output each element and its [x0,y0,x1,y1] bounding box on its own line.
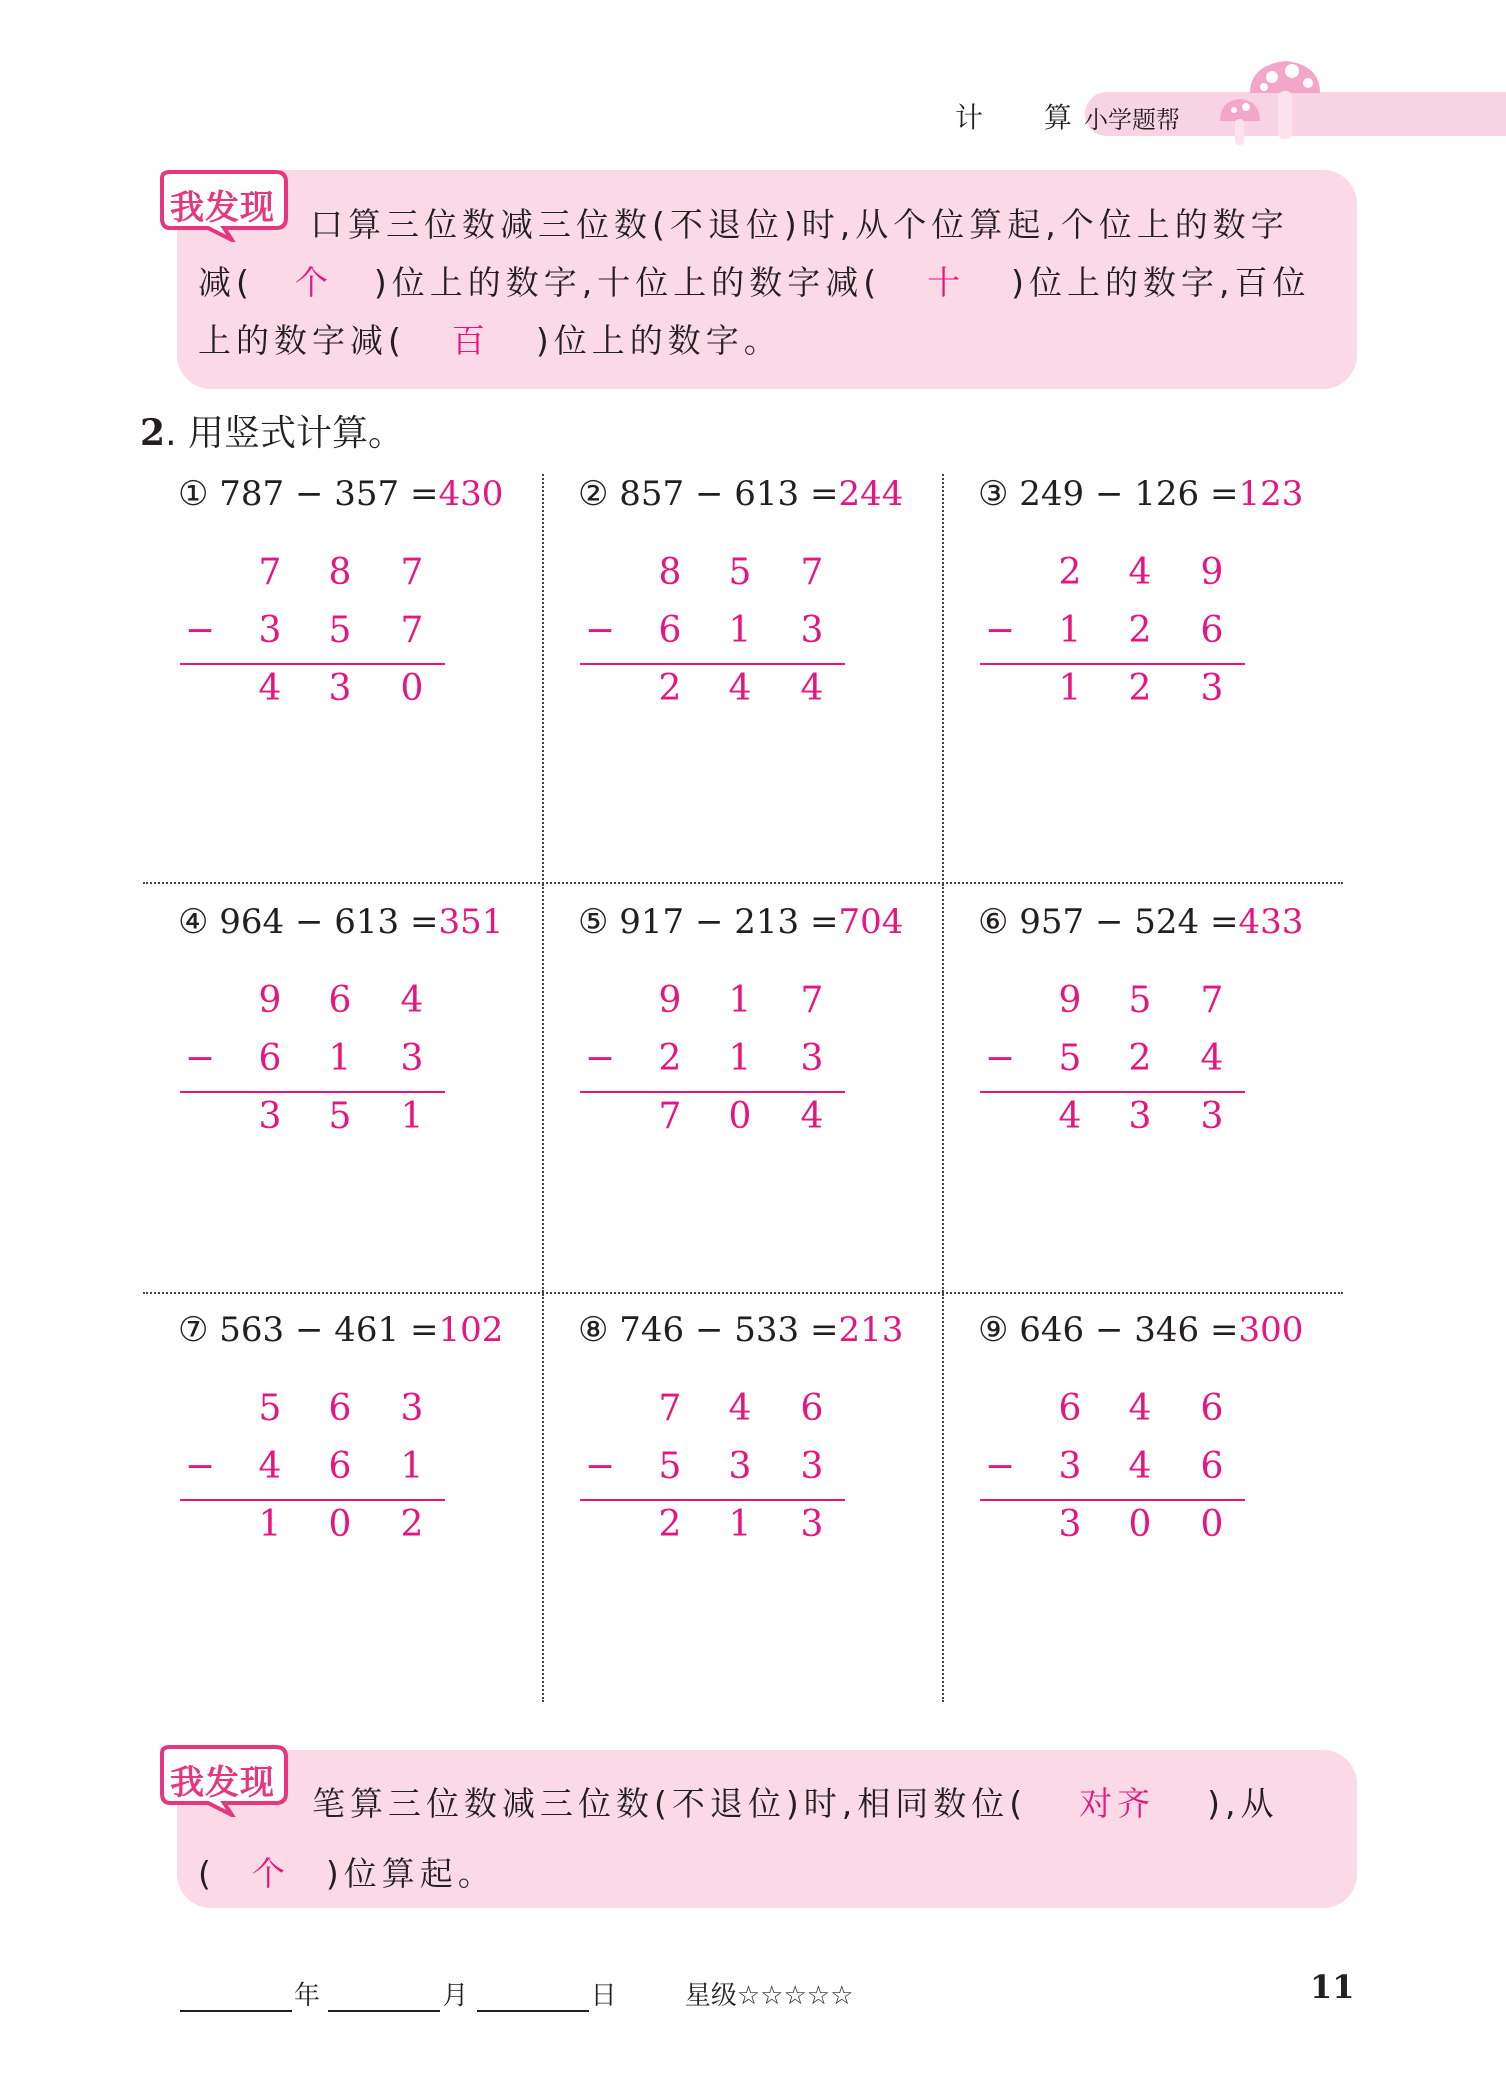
digit: 3 [1200,1096,1224,1137]
digit: 7 [800,552,824,593]
digit: 5 [658,1446,682,1487]
digit: 3 [800,610,824,651]
minus-sign: − [984,610,1016,651]
digit: 4 [728,1388,752,1429]
digit: 2 [1058,552,1082,593]
digit: 6 [1200,1388,1224,1429]
digit: 6 [800,1388,824,1429]
vertical-calculation [980,552,1245,742]
digit: 5 [728,552,752,593]
digit: 9 [1058,980,1082,1021]
minus-sign: − [984,1038,1016,1079]
digit: 2 [658,1504,682,1545]
digit: 3 [258,610,282,651]
problem-equation [978,902,1303,942]
vertical-calculation [180,1388,445,1578]
digit-row [180,668,445,724]
expression: 957 − 524 = [1019,902,1239,942]
digit-row [580,1504,845,1560]
digit-row [580,1038,845,1094]
discover1-line1: 口算三位数减三位数(不退位)时,从个位算起,个位上的数字 [310,205,1289,244]
digit: 6 [328,980,352,1021]
digit: 6 [328,1388,352,1429]
digit: 5 [328,610,352,651]
digit-row [580,610,845,666]
discover1-line3: 上的数字减( 百 )位上的数字。 [198,312,782,370]
answer-blank: 十 [927,263,966,302]
problem-equation [578,474,903,514]
expression: 917 − 213 = [619,902,839,942]
digit: 4 [1200,1038,1224,1079]
problem-number: ⑦ [178,1310,209,1350]
problem-equation [578,902,903,942]
question-title: 2. 用竖式计算。 [140,412,404,454]
digit: 3 [1058,1504,1082,1545]
minus-sign: − [584,1446,616,1487]
digit-row [580,1388,845,1444]
answer-blank: 对齐 [1079,1784,1156,1823]
digit: 2 [658,668,682,709]
digit: 7 [400,610,424,651]
sum-line [180,663,445,665]
grid-divider [542,1294,544,1702]
digit: 9 [658,980,682,1021]
minus-sign: − [184,1038,216,1079]
digit: 5 [1128,980,1152,1021]
problem-number: ④ [178,902,209,942]
digit-row [580,668,845,724]
answer: 123 [1238,474,1304,514]
digit-row [580,1096,845,1152]
digit: 5 [1058,1038,1082,1079]
star-rating: 星级☆☆☆☆☆ [684,1981,854,2011]
digit: 6 [1058,1388,1082,1429]
digit-row [980,552,1245,608]
digit: 5 [258,1388,282,1429]
digit-row [980,1446,1245,1502]
digit-row [180,1504,445,1560]
sum-line [580,1091,845,1093]
sum-line [980,1499,1245,1501]
digit: 1 [400,1096,424,1137]
digit: 7 [658,1388,682,1429]
digit: 1 [1058,668,1082,709]
digit: 7 [658,1096,682,1137]
digit: 6 [1200,610,1224,651]
digit-row [980,1388,1245,1444]
digit-row [180,610,445,666]
vertical-calculation [180,980,445,1170]
digit-row [980,980,1245,1036]
problem-number: ② [578,474,609,514]
digit: 7 [800,980,824,1021]
day-blank[interactable] [477,1984,589,2012]
digit: 4 [1128,1446,1152,1487]
expression: 646 − 346 = [1019,1310,1239,1350]
digit-row [580,980,845,1036]
digit: 8 [328,552,352,593]
digit: 1 [400,1446,424,1487]
digit-row [980,1096,1245,1152]
digit: 3 [728,1446,752,1487]
problem-equation [178,474,503,514]
sum-line [580,663,845,665]
answer: 704 [838,902,904,942]
brand-label: 小学题帮 [1084,106,1180,134]
digit-row [580,552,845,608]
digit: 6 [658,610,682,651]
digit: 2 [400,1504,424,1545]
digit: 6 [1200,1446,1224,1487]
mushroom-icon [1220,55,1350,155]
expression: 249 − 126 = [1019,474,1239,514]
expression: 857 − 613 = [619,474,839,514]
answer: 244 [838,474,904,514]
problem-equation [578,1310,903,1350]
answer-blank: 百 [451,321,490,360]
digit: 2 [1128,1038,1152,1079]
digit: 2 [1128,610,1152,651]
vertical-calculation [580,1388,845,1578]
problem-number: ⑧ [578,1310,609,1350]
answer: 300 [1238,1310,1304,1350]
digit-row [180,552,445,608]
answer: 351 [438,902,504,942]
digit: 7 [1200,980,1224,1021]
expression: 787 − 357 = [219,474,439,514]
digit: 0 [1200,1504,1224,1545]
minus-sign: − [184,1446,216,1487]
digit: 3 [1128,1096,1152,1137]
digit-row [180,980,445,1036]
digit: 3 [400,1388,424,1429]
digit-row [180,1388,445,1444]
expression: 964 − 613 = [219,902,439,942]
sum-line [180,1091,445,1093]
vertical-calculation [980,980,1245,1170]
grid-divider [542,884,544,1292]
problem-equation [978,1310,1303,1350]
discover2-line1: 笔算三位数减三位数(不退位)时,相同数位( 对齐 ),从 [312,1775,1279,1833]
digit: 4 [400,980,424,1021]
minus-sign: − [584,610,616,651]
digit: 3 [800,1504,824,1545]
digit: 7 [258,552,282,593]
problem-equation [178,902,503,942]
digit: 3 [1058,1446,1082,1487]
digit-row [980,1038,1245,1094]
answer-blank: 个 [294,263,333,302]
digit-row [980,610,1245,666]
sum-line [980,663,1245,665]
problem-equation [978,474,1303,514]
digit: 3 [800,1446,824,1487]
digit: 5 [328,1096,352,1137]
sum-line [580,1499,845,1501]
grid-divider [942,1294,944,1702]
answer: 433 [1238,902,1304,942]
digit: 3 [258,1096,282,1137]
digit-row [980,1504,1245,1560]
vertical-calculation [580,980,845,1170]
problem-number: ⑨ [978,1310,1009,1350]
digit-row [980,668,1245,724]
digit: 0 [328,1504,352,1545]
discovery-badge: 我发现 [152,1745,292,1817]
expression: 563 − 461 = [219,1310,439,1350]
grid-divider [143,882,1343,884]
problem-number: ① [178,474,209,514]
month-blank[interactable] [328,1984,440,2012]
minus-sign: − [984,1446,1016,1487]
answer-blank: 个 [251,1854,290,1893]
grid-divider [542,474,544,884]
year-blank[interactable] [180,1984,292,2012]
digit: 3 [1200,668,1224,709]
discover1-line2: 减( 个 )位上的数字,十位上的数字减( 十 )位上的数字,百位 [198,254,1311,312]
sum-line [180,1499,445,1501]
digit: 1 [728,980,752,1021]
vertical-calculation [580,552,845,742]
digit: 4 [1128,552,1152,593]
page-number: 11 [1310,1968,1355,2006]
digit: 0 [728,1096,752,1137]
answer: 213 [838,1310,904,1350]
grid-divider [942,474,944,884]
digit: 6 [328,1446,352,1487]
footer-date: 年 月 日 星级☆☆☆☆☆ [180,1975,853,2012]
problem-equation [178,1310,503,1350]
problem-number: ⑤ [578,902,609,942]
digit: 1 [258,1504,282,1545]
digit: 1 [728,1038,752,1079]
digit: 7 [400,552,424,593]
digit: 3 [400,1038,424,1079]
sum-line [980,1091,1245,1093]
digit-row [180,1038,445,1094]
problem-number: ③ [978,474,1009,514]
digit: 9 [258,980,282,1021]
digit: 4 [258,668,282,709]
discover2-line2: ( 个 )位算起。 [198,1845,496,1903]
digit: 1 [328,1038,352,1079]
answer: 430 [438,474,504,514]
digit: 1 [1058,610,1082,651]
digit: 0 [400,668,424,709]
answer: 102 [438,1310,504,1350]
digit: 2 [658,1038,682,1079]
vertical-calculation [180,552,445,742]
digit: 4 [800,668,824,709]
minus-sign: − [584,1038,616,1079]
problem-number: ⑥ [978,902,1009,942]
digit: 3 [328,668,352,709]
digit: 8 [658,552,682,593]
digit: 4 [1058,1096,1082,1137]
digit-row [180,1096,445,1152]
digit-row [580,1446,845,1502]
digit: 9 [1200,552,1224,593]
section-label: 计 算 [955,101,1098,134]
digit: 6 [258,1038,282,1079]
digit-row [180,1446,445,1502]
minus-sign: − [184,610,216,651]
expression: 746 − 533 = [619,1310,839,1350]
vertical-calculation [980,1388,1245,1578]
digit: 0 [1128,1504,1152,1545]
digit: 1 [728,1504,752,1545]
digit: 4 [258,1446,282,1487]
digit: 3 [800,1038,824,1079]
digit: 1 [728,610,752,651]
digit: 4 [800,1096,824,1137]
grid-divider [942,884,944,1292]
discovery-badge: 我发现 [152,170,292,242]
digit: 4 [1128,1388,1152,1429]
digit: 2 [1128,668,1152,709]
grid-divider [143,1292,1343,1294]
digit: 4 [728,668,752,709]
